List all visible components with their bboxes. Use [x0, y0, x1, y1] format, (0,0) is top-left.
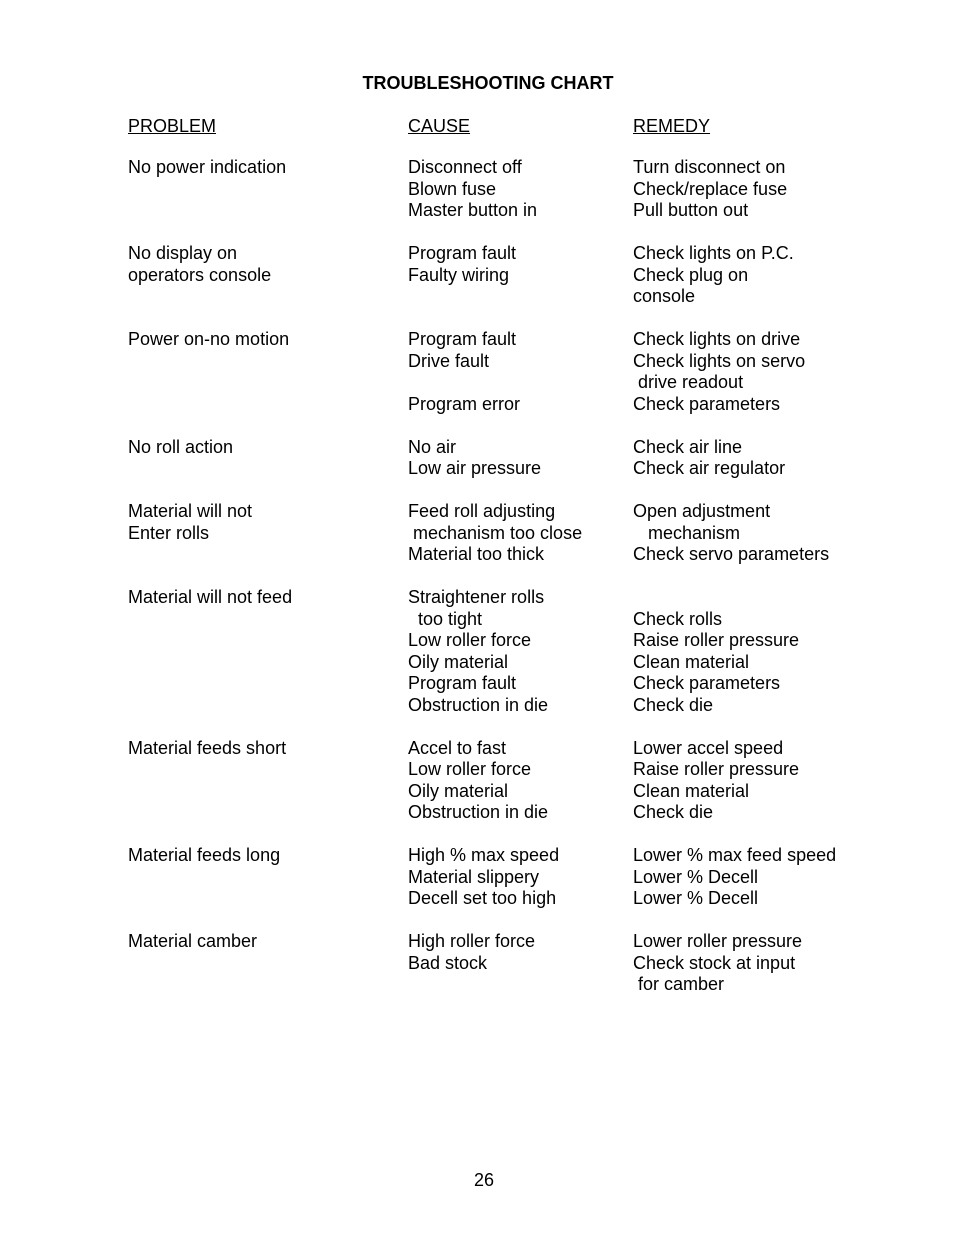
remedy-cell — [633, 437, 785, 480]
cause-cell — [408, 587, 548, 716]
problem-cell — [128, 243, 271, 286]
cause-column-header: CAUSE — [408, 116, 471, 136]
remedy-cell — [633, 501, 829, 566]
cause-cell — [408, 157, 537, 222]
remedy-line: Check/replace fuse — [633, 178, 788, 199]
cause-cell — [408, 243, 516, 286]
cause-line: too tight — [408, 608, 483, 629]
problem-line: operators console — [128, 264, 272, 285]
cause-line: Low air pressure — [408, 458, 542, 478]
cause-cell — [408, 329, 520, 415]
cause-cell — [408, 845, 559, 910]
cause-line — [408, 372, 520, 394]
cause-line: Program fault — [408, 329, 517, 349]
cause-line: Accel to fast — [408, 737, 507, 758]
cause-line: Master button in — [408, 200, 538, 220]
cause-line: Oily material — [408, 651, 509, 672]
cause-line: Obstruction in die — [408, 694, 549, 715]
remedy-line: Check lights on drive — [633, 329, 801, 349]
cause-line: Low roller force — [408, 759, 532, 779]
cause-line: Program error — [408, 393, 521, 414]
remedy-line: for camber — [633, 974, 725, 994]
cause-line: Disconnect off — [408, 157, 522, 177]
cause-line: Low roller force — [408, 630, 532, 650]
remedy-line: Check plug on — [633, 264, 749, 285]
problem-line: Material feeds long — [128, 845, 281, 865]
problem-cell — [128, 845, 280, 867]
remedy-line: Check rolls — [633, 608, 723, 629]
remedy-line: Check die — [633, 802, 714, 822]
remedy-line: Check lights on servo — [633, 350, 806, 371]
cause-line: Decell set too high — [408, 888, 557, 908]
remedy-line: Pull button out — [633, 200, 749, 220]
cause-line: High roller force — [408, 931, 536, 951]
remedy-line: Check parameters — [633, 393, 781, 414]
remedy-cell — [633, 845, 836, 910]
remedy-line: Lower % Decell — [633, 866, 759, 887]
problem-column-header: PROBLEM — [128, 116, 217, 136]
remedy-line: drive readout — [633, 372, 744, 392]
remedy-line: Lower accel speed — [633, 737, 784, 758]
cause-line: mechanism too close — [408, 522, 583, 543]
problem-line: Material will not — [128, 501, 253, 521]
cause-line: High % max speed — [408, 845, 560, 865]
remedy-cell — [633, 931, 802, 996]
remedy-cell — [633, 738, 799, 824]
cause-line: Straightener rolls — [408, 587, 545, 607]
cause-line: Program fault — [408, 243, 517, 263]
problem-cell — [128, 738, 286, 760]
problem-line: Material camber — [128, 931, 258, 951]
remedy-cell — [633, 587, 799, 716]
page-number: 26 — [473, 1170, 495, 1190]
problem-cell — [128, 587, 292, 609]
problem-cell — [128, 437, 233, 459]
cause-cell — [408, 738, 548, 824]
remedy-line: Lower % Decell — [633, 888, 759, 908]
remedy-line: Clean material — [633, 780, 750, 801]
cause-line: Material slippery — [408, 866, 540, 887]
cause-line: Faulty wiring — [408, 264, 510, 285]
remedy-line: Check stock at input — [633, 952, 796, 973]
remedy-line — [633, 587, 799, 609]
cause-cell — [408, 501, 582, 566]
cause-line: Oily material — [408, 780, 509, 801]
remedy-line: Raise roller pressure — [633, 630, 800, 650]
remedy-cell — [633, 243, 794, 308]
remedy-line: Check servo parameters — [633, 544, 830, 564]
remedy-line: console — [633, 286, 696, 306]
problem-cell — [128, 931, 257, 953]
column-header-row — [0, 115, 954, 137]
remedy-line: Check air line — [633, 436, 743, 457]
cause-line: No air — [408, 436, 457, 457]
remedy-line: Check parameters — [633, 673, 781, 693]
remedy-line: Turn disconnect on — [633, 157, 786, 177]
problem-line: No power indication — [128, 157, 287, 177]
problem-line: Enter rolls — [128, 522, 210, 543]
chart-title: TROUBLESHOOTING CHART — [362, 73, 614, 93]
cause-line: Program fault — [408, 673, 517, 693]
cause-line: Bad stock — [408, 952, 488, 973]
remedy-line: Lower roller pressure — [633, 931, 803, 951]
cause-line: Feed roll adjusting — [408, 501, 556, 521]
problem-line: No display on — [128, 243, 238, 263]
cause-line: Drive fault — [408, 350, 490, 371]
remedy-line: Clean material — [633, 651, 750, 672]
remedy-line: mechanism — [633, 522, 741, 543]
problem-line: Material will not feed — [128, 587, 293, 607]
cause-line: Material too thick — [408, 544, 545, 564]
problem-line: Power on-no motion — [128, 329, 290, 349]
remedy-line: Open adjustment — [633, 501, 771, 521]
remedy-cell — [633, 157, 787, 222]
remedy-line: Check air regulator — [633, 458, 786, 478]
cause-line: Obstruction in die — [408, 802, 549, 822]
problem-line: Material feeds short — [128, 737, 287, 758]
problem-cell — [128, 157, 286, 179]
problem-cell — [128, 329, 289, 351]
remedy-column-header: REMEDY — [633, 116, 711, 136]
remedy-line: Lower % max feed speed — [633, 845, 837, 865]
remedy-cell — [633, 329, 805, 415]
remedy-line: Check lights on P.C. — [633, 243, 794, 263]
problem-cell — [128, 501, 252, 544]
remedy-line: Raise roller pressure — [633, 759, 800, 779]
cause-cell — [408, 931, 535, 974]
cause-cell — [408, 437, 541, 480]
cause-line: Blown fuse — [408, 178, 497, 199]
problem-line: No roll action — [128, 436, 234, 457]
remedy-line: Check die — [633, 694, 714, 715]
